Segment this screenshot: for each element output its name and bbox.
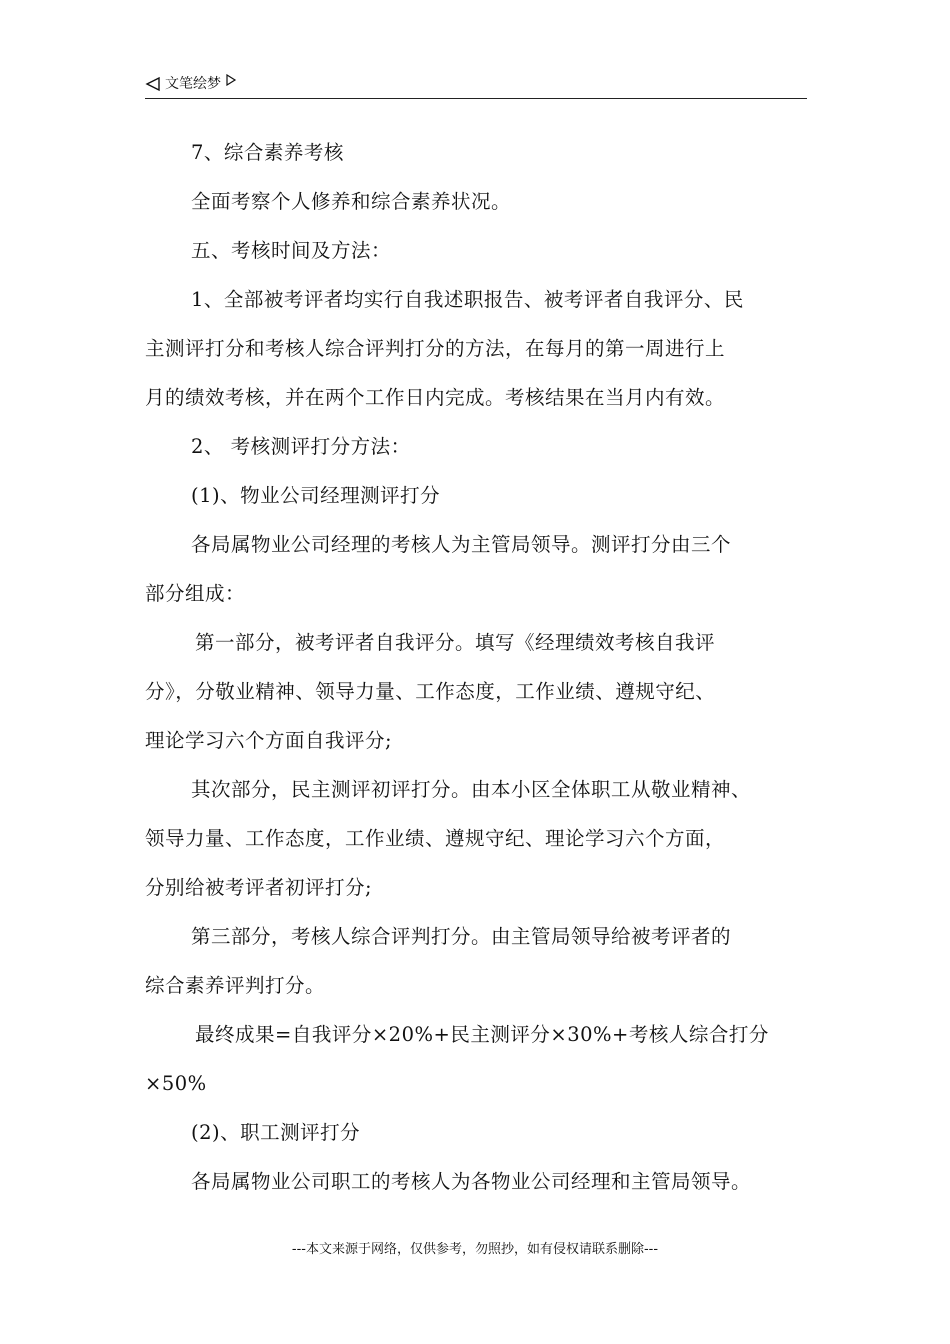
text-line: (1)、物业公司经理测评打分 xyxy=(191,484,441,507)
page-footer: ---本文来源于网络，仅供参考，勿照抄，如有侵权请联系删除--- xyxy=(291,1242,659,1257)
text-line: 分别给被考评者初评打分; xyxy=(145,876,373,899)
text-line: 综合素养评判打分。 xyxy=(145,974,326,997)
triangle-right-icon xyxy=(225,74,237,86)
text-line: 主测评打分和考核人综合评判打分的方法，在每月的第一周进行上 xyxy=(145,337,726,360)
text-line: 1、全部被考评者均实行自我述职报告、被考评者自我评分、民 xyxy=(191,288,744,311)
document-body xyxy=(145,128,813,1206)
text-line: 理论学习六个方面自我评分; xyxy=(145,729,393,752)
text-line: 最终成果=自我评分×20%+民主测评分×30%+考核人综合打分 xyxy=(195,1023,769,1046)
text-line: 各局属物业公司经理的考核人为主管局领导。测评打分由三个 xyxy=(191,533,732,556)
text-line: 第一部分，被考评者自我评分。填写《经理绩效考核自我评 xyxy=(195,631,716,654)
text-line: 各局属物业公司职工的考核人为各物业公司经理和主管局领导。 xyxy=(191,1170,752,1193)
text-line: 第三部分，考核人综合评判打分。由主管局领导给被考评者的 xyxy=(191,925,732,948)
header-brand-group xyxy=(145,72,237,95)
text-line: 分》，分敬业精神、领导力量、工作态度，工作业绩、遵规守纪、 xyxy=(145,680,716,703)
header-brand: 文笔绘梦 xyxy=(165,75,221,92)
text-line: 2、 考核测评打分方法： xyxy=(191,435,411,458)
text-line: 全面考察个人修养和综合素养状况。 xyxy=(191,190,512,213)
text-line: (2)、职工测评打分 xyxy=(191,1121,361,1144)
page-header xyxy=(145,72,807,99)
text-line: 领导力量、工作态度，工作业绩、遵规守纪、理论学习六个方面， xyxy=(145,827,726,850)
text-line: 其次部分，民主测评初评打分。由本小区全体职工从敬业精神、 xyxy=(191,778,752,801)
text-line: ×50% xyxy=(145,1072,207,1095)
text-line: 月的绩效考核，并在两个工作日内完成。考核结果在当月内有效。 xyxy=(145,386,726,409)
text-line: 7、综合素养考核 xyxy=(191,141,344,164)
triangle-left-icon xyxy=(145,76,161,92)
text-line: 五、考核时间及方法： xyxy=(191,239,392,262)
text-line: 部分组成： xyxy=(145,582,246,605)
